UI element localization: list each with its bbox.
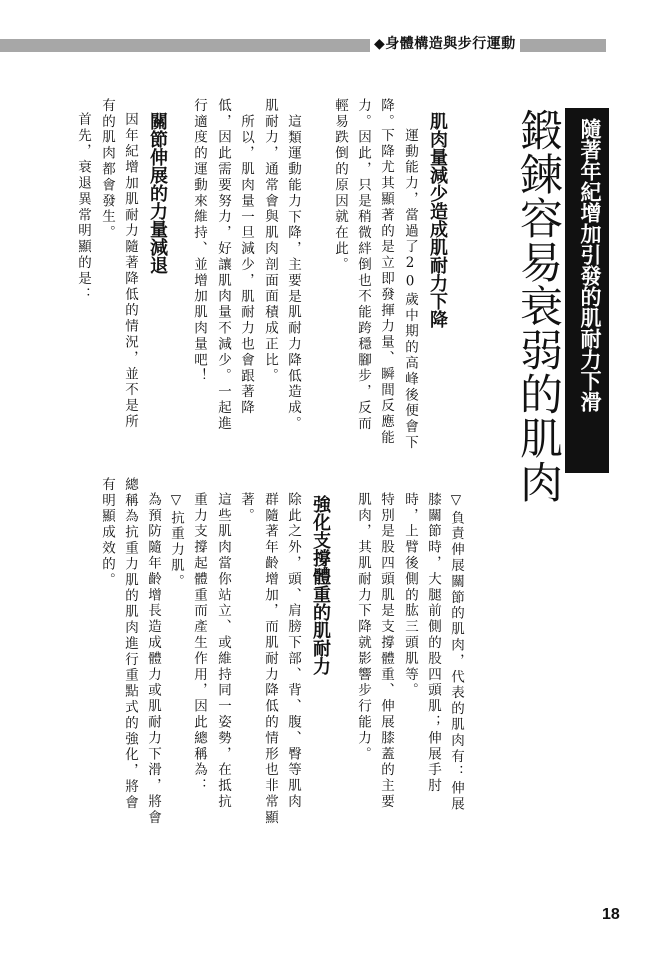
text-column: 這些肌肉當你站立、或維持同一姿勢，在抵抗 <box>215 492 231 810</box>
text-column: 首先，衰退異常明顯的是： <box>75 112 91 303</box>
text-column: 除此之外，頭、肩膀下部、背、腹、臀等肌肉 <box>285 492 301 810</box>
text-column: 所以，肌肉量一旦減少，肌耐力也會跟著降 <box>238 114 254 417</box>
text-column: 有明顯成效的。 <box>99 477 115 589</box>
running-header: ◆身體構造與步行運動 <box>370 33 520 53</box>
text-column: 肌耐力，通常會與肌肉剖面面積成正比。 <box>262 98 278 385</box>
text-column: 重力支撐起體重而產生作用，因此總稱為： <box>191 492 207 795</box>
text-column: 肌肉，其肌耐力下降就影響步行能力。 <box>355 492 371 763</box>
sub-title: 隨著年紀增加引發的肌耐力下滑 <box>578 118 602 412</box>
page-number: 18 <box>602 906 620 923</box>
text-column: 總稱為抗重力肌的肌肉進行重點式的強化，將會 <box>122 477 138 811</box>
text-column: 特別是股四頭肌是支撐體重、伸展膝蓋的主要 <box>378 492 394 810</box>
text-column: 行適度的運動來維持、並增加肌肉量吧！ <box>191 98 207 385</box>
main-title: 鍛鍊容易衰弱的肌肉 <box>513 108 563 504</box>
text-column: 降。 <box>378 98 394 130</box>
text-column: 力。因此，只是稍微絆倒也不能跨穩腳步，反而 <box>355 98 371 432</box>
section-heading-muscle-loss: 肌肉量減少造成肌耐力下降 <box>427 112 448 328</box>
text-column: 群隨著年齡增加，而肌耐力降低的情形也非常顯 <box>262 492 278 826</box>
text-column: 低，因此需要努力，好讓肌肉量不減少。一起進 <box>215 98 231 432</box>
text-column: 輕易跌倒的原因就在此。 <box>332 98 348 273</box>
text-column: 為預防隨年齡增長造成體力或肌耐力下滑，將會 <box>145 492 161 826</box>
text-column: ▽抗重力肌。 <box>168 492 184 590</box>
text-column: 膝關節時，大腿前側的股四頭肌；伸展手肘 <box>425 492 441 795</box>
text-column: 時，上臂後側的肱三頭肌等。 <box>402 492 418 699</box>
text-column: 有的肌肉都會發生。 <box>99 98 115 242</box>
section-heading-joint-extension: 關節伸展的力量減退 <box>147 112 168 274</box>
text-column: 下降尤其顯著的是立即發揮力量、瞬間反應能 <box>378 128 394 446</box>
text-column: 因年紀增加肌耐力隨著降低的情況，並不是所 <box>122 112 138 430</box>
text-column: 著。 <box>238 492 254 524</box>
section-heading-strengthen: 強化支撐體重的肌耐力 <box>310 495 331 675</box>
text-column: 這類運動能力下降，主要是肌耐力降低造成。 <box>285 114 301 432</box>
text-column: ▽負責伸展關節的肌肉，代表的肌肉有：伸展 <box>448 492 464 813</box>
text-column: 運動能力，當過了20歲中期的高峰後便會下 <box>402 128 418 451</box>
